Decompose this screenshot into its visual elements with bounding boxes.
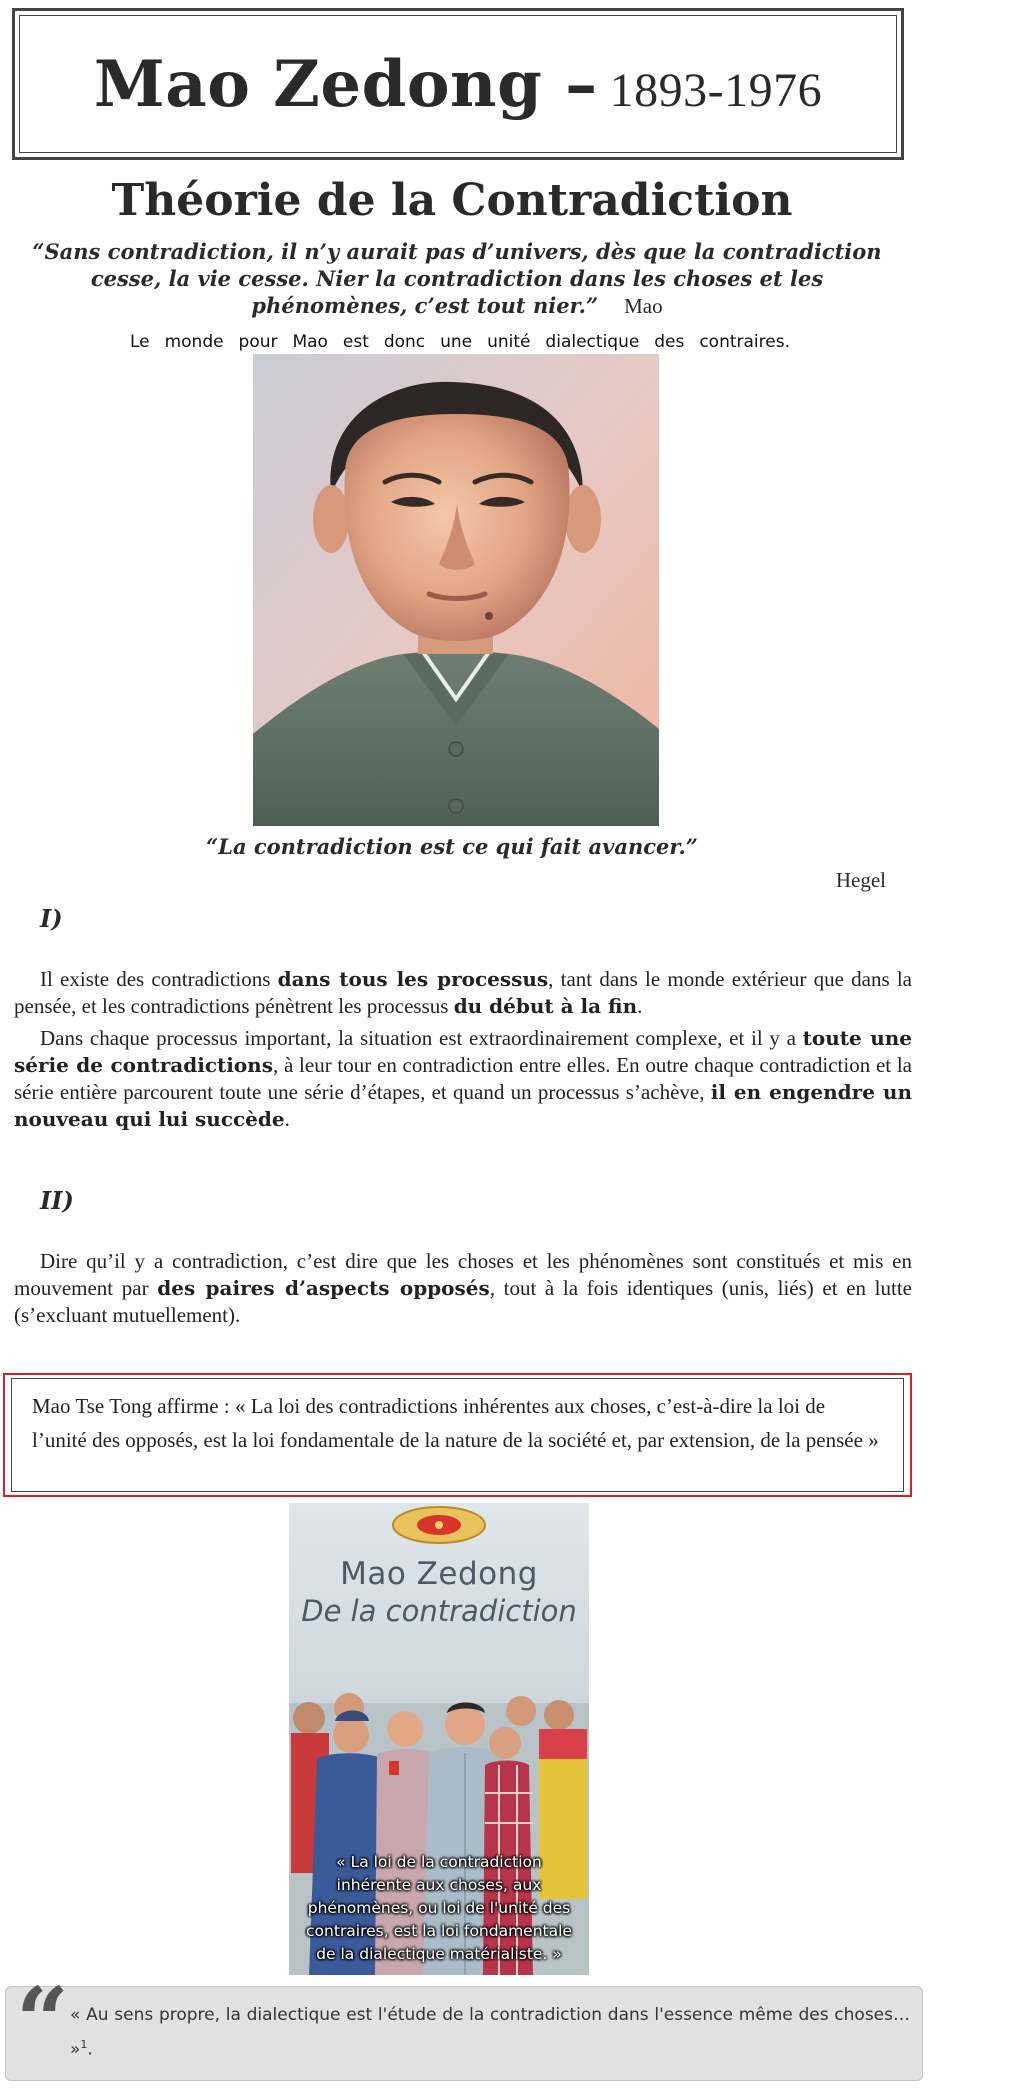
- p1c: , tant dans le monde extérieur que dans la pensée, et les contradictions pénètrent les processus: [14, 967, 912, 1018]
- p2a: Dans chaque processus important, la situation est extraordinairement complexe, et il y a: [40, 1026, 803, 1050]
- lead-quote-author: Mao: [624, 294, 663, 318]
- blockquote-body: « Au sens propre, la dialectique est l'étude de la contradiction dans l'essence même des choses… »: [70, 2005, 910, 2060]
- hegel-quote: “La contradiction est ce qui fait avancer.”: [206, 834, 698, 859]
- section-title: Théorie de la Contradiction: [111, 175, 793, 226]
- highlighted-affirmation: [3, 1373, 912, 1497]
- intro-line: Le monde pour Mao est donc une unité dialectique des contraires.: [130, 332, 790, 352]
- lead-quote-text: “Sans contradiction, il n’y aurait pas d’univers, dès que la contradiction cesse, la vie cesse. Nier la contradiction dans les choses et les phénomènes, c’est tout nier.”: [32, 239, 882, 318]
- blockquote: [5, 1967, 923, 2081]
- hegel-author: Hegel: [835, 868, 886, 892]
- p1b: dans tous les processus: [277, 967, 549, 991]
- part2-paragraph-1: [14, 1248, 912, 1329]
- part1-heading: I): [40, 904, 63, 933]
- quote-mark-icon: “: [16, 1967, 69, 2075]
- book-cover-image: [289, 1503, 589, 1975]
- affirmation-box: Mao Tse Tong affirme : « La loi des contradictions inhérentes aux choses, c’est-à-dire la loi de l’unité des opposés, est la loi fondamentale de la nature de la société et, par extension, de la pensée »: [11, 1378, 904, 1492]
- blockquote-end: .: [87, 2039, 93, 2060]
- p3a: Dire qu’il y a contradiction, c’est dire que les choses et les phénomènes sont constitués et mis en mouvement par: [14, 1249, 912, 1300]
- page-title: [94, 47, 822, 122]
- title-box: [12, 8, 904, 160]
- part2-heading: II): [40, 1186, 74, 1215]
- cover-quote: « La loi de la contradiction inhérente aux choses, aux phénomènes, ou loi de l'unité des contraires, est la loi fondamentale de la dialectique matérialiste. »: [306, 1853, 572, 1963]
- portrait-svg: [253, 354, 659, 826]
- p2c: , à leur tour en contradiction entre elles. En outre chaque contradiction et la série entière parcourent toute une série d’étapes, et quand un processus s’achève,: [14, 1053, 913, 1104]
- footnote-link[interactable]: 1: [80, 2038, 88, 2051]
- cover-title: [289, 1555, 589, 1629]
- mao-portrait-image: [253, 354, 659, 826]
- blockquote-text: [70, 2001, 910, 2065]
- page-title-dates: 1893-1976: [609, 63, 823, 117]
- p2e: .: [284, 1107, 290, 1131]
- part1-paragraph-1: [14, 966, 912, 1020]
- p1a: Il existe des contradictions: [40, 967, 278, 991]
- p3c: , tout à la fois identiques (unis, liés) et en lutte (s’excluant mutuellement).: [14, 1276, 912, 1327]
- lead-quote: [14, 238, 900, 320]
- cover-title-line1: Mao Zedong: [340, 1556, 538, 1592]
- p2b: toute une série de contradictions: [14, 1026, 912, 1077]
- cover-title-line2: De la contradiction: [301, 1594, 577, 1628]
- p2d: il en engendre un nouveau qui lui succède: [14, 1080, 912, 1131]
- p1d: du début à la fin: [453, 994, 638, 1018]
- p3b: des paires d’aspects opposés: [157, 1276, 490, 1300]
- p1e: .: [637, 994, 643, 1018]
- part1-paragraph-2: [14, 1025, 912, 1133]
- page-title-name: Mao Zedong –: [93, 46, 598, 122]
